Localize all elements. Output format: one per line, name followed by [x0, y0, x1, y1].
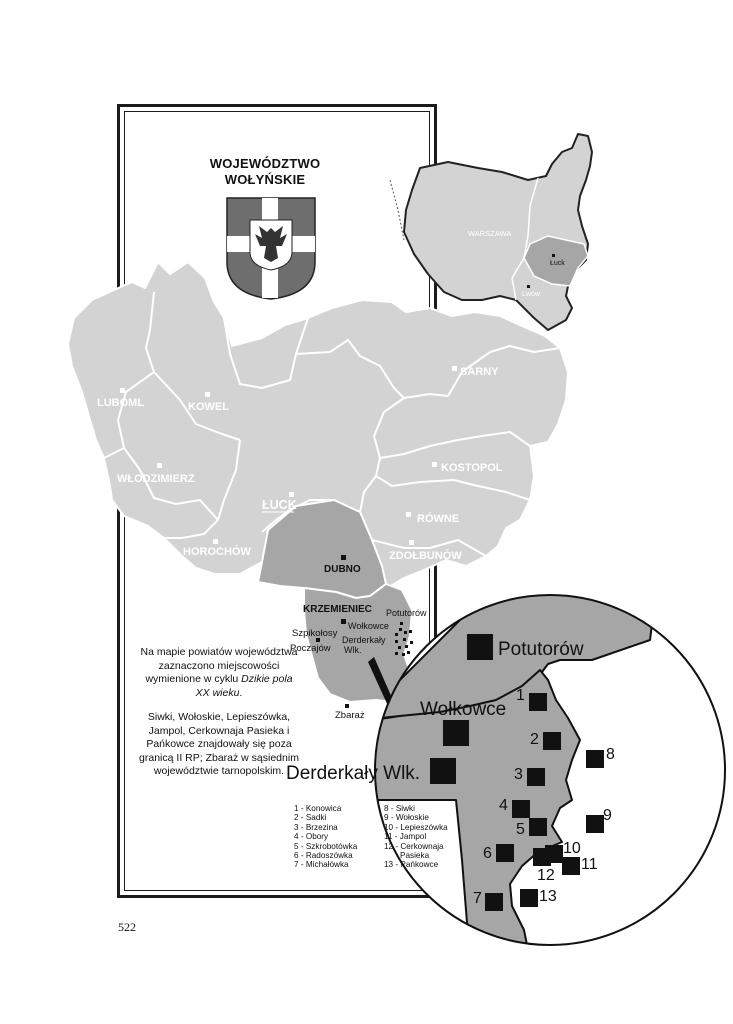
legend-left	[294, 804, 357, 870]
zoom-num-3: 3	[514, 766, 523, 783]
zoom-num-2: 2	[530, 731, 539, 748]
caption-paragraph-1	[138, 646, 300, 700]
label-szpikolosy: Szpikołosy	[292, 628, 338, 639]
zoom-num-12: 12	[537, 867, 555, 884]
zoom-num-6: 6	[483, 845, 492, 862]
label-rowne: RÓWNE	[417, 513, 460, 525]
legend-item: 11 - Jampol	[384, 832, 427, 842]
caption-p1-before: Na mapie powiatów województwa zaznaczono miejscowości wymienione w cyklu	[140, 646, 298, 685]
label-kostopol: KOSTOPOL	[441, 462, 503, 474]
caption-p1-after: .	[239, 686, 243, 699]
label-dubno: DUBNO	[324, 564, 361, 575]
legend-item: 2 - Sadki	[294, 813, 327, 823]
legend-item: 6 - Radoszówka	[294, 851, 353, 861]
label-wolkowce-small: Wołkowce	[348, 621, 389, 631]
label-derderkaly-small: Derderkały	[342, 635, 386, 645]
label-lwow-inset: Lwów	[522, 291, 540, 298]
label-zbaraz: Zbaraż	[335, 710, 365, 721]
marker-5	[529, 818, 547, 836]
label-luboml: LUBOML	[97, 397, 145, 409]
zoom-num-8: 8	[606, 746, 615, 763]
label-sarny: SARNY	[460, 366, 499, 378]
legend-right	[384, 804, 448, 870]
marker-4	[512, 800, 530, 818]
label-wlodzimierz: WŁODZIMIERZ	[117, 473, 195, 485]
label-warszawa: WARSZAWA	[468, 229, 512, 238]
marker-potutorow	[467, 634, 493, 660]
legend-item: 9 - Wołoskie	[384, 813, 429, 823]
marker-8	[586, 750, 604, 768]
label-derderkaly-small-2: Wlk.	[344, 645, 362, 655]
legend-item: 3 - Brzezina	[294, 822, 338, 832]
coat-of-arms	[227, 198, 315, 299]
legend-item: 13 - Pańkowce	[384, 860, 439, 870]
page-number: 522	[118, 920, 136, 934]
zoom-num-7: 7	[473, 890, 482, 907]
zoom-label-wolkowce: Wołkowce	[420, 699, 507, 720]
marker-3	[527, 768, 545, 786]
map-title	[195, 156, 335, 188]
label-potutorow-small: Potutorów	[386, 608, 427, 618]
zoom-label-potutorow: Potutorów	[498, 639, 584, 660]
legend-item: 4 - Obory	[294, 832, 329, 842]
label-horochow: HOROCHÓW	[183, 546, 251, 558]
legend-item: 1 - Konowica	[294, 804, 342, 813]
marker-7	[485, 893, 503, 911]
legend-item: Pasieka	[400, 851, 430, 861]
label-zdolbunow: ZDOŁBUNÓW	[389, 550, 462, 562]
marker-derderkaly	[430, 758, 456, 784]
map-title-line-2: WOŁYŃSKIE	[224, 172, 306, 187]
legend-item: 5 - Szkrobotówka	[294, 841, 358, 851]
marker-9	[586, 815, 604, 833]
zoom-num-11: 11	[581, 856, 598, 873]
zoom-num-13: 13	[539, 888, 557, 905]
legend-item: 10 - Lepieszówka	[384, 822, 448, 832]
marker-6	[496, 844, 514, 862]
poland-inset-map	[390, 134, 592, 330]
legend-item: 8 - Siwki	[384, 804, 415, 813]
label-poczajow: Poczajów	[290, 643, 331, 654]
zoom-num-4: 4	[499, 797, 508, 814]
label-luck-inset: Łuck	[550, 260, 565, 267]
label-luck: ŁUCK	[262, 498, 297, 512]
marker-2	[543, 732, 561, 750]
legend-item: 7 - Michałówka	[294, 860, 349, 870]
prewar-border	[390, 180, 404, 240]
zoom-num-9: 9	[603, 807, 612, 824]
caption-p1-italic: Dzikie pola XX wieku	[195, 673, 293, 699]
legend-item: 12 - Cerkownaja	[384, 841, 444, 851]
zoom-num-1: 1	[516, 687, 525, 704]
map-title-line-1: WOJEWÓDZTWO	[209, 156, 321, 171]
zoom-num-5: 5	[516, 821, 525, 838]
marker-11	[562, 857, 580, 875]
caption-paragraph-2: Siwki, Wołoskie, Lepieszówka, Jampol, Cerkownaja Pasieka i Pańkowce znajdowały się poza granicą II RP; Zbaraż w sąsiednim województwie tarnopolskim.	[139, 711, 299, 777]
marker-1	[529, 693, 547, 711]
label-kowel: KOWEL	[188, 401, 229, 413]
label-krzemieniec: KRZEMIENIEC	[303, 604, 372, 615]
marker-12	[533, 848, 551, 866]
marker-wolkowce	[443, 720, 469, 746]
marker-13	[520, 889, 538, 907]
zoom-label-derderkaly: Derderkały Wlk.	[286, 763, 421, 784]
map-caption	[138, 646, 300, 790]
zoom-num-10: 10	[563, 840, 581, 857]
